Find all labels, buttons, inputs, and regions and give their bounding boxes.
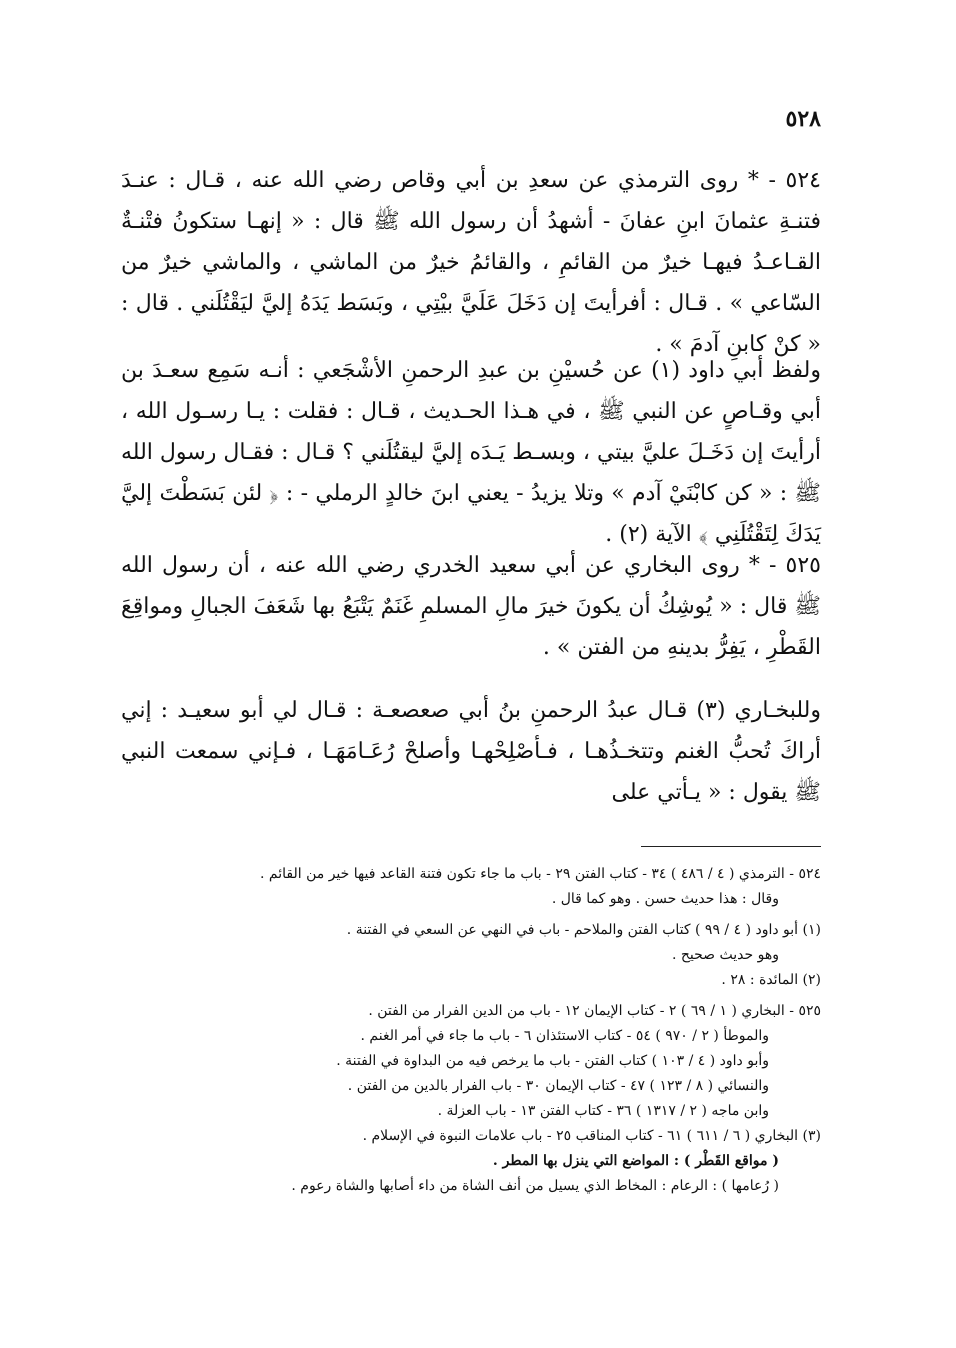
bukhari-paragraph: وللبخـاري (٣) قـال عبدُ الرحمنِ بنُ أبي صعصعـة : قـال لي أبو سعيـد : إني أراكَ تُحبُّ الغنم وتتخـذُهـا ، فـأصْلِحْهـا وأصلحْ رُعَـامَهَـا ، فـإني سمعت النبي ﷺ يقول : « يـأتي على [121, 698, 821, 805]
footnote-524-grade: وقال : هذا حديث حسن . وهو كما قال . [551, 891, 779, 907]
footnote-1: (١) أبو داود ( ٤ / ٩٩ ) كتاب الفتن والملاحم - باب في النهي عن السعي في الفتنة . [346, 922, 821, 938]
gloss-mawaqi-al-qatr: ( مواقع القَطْر ) : المواضع التي ينزل بها المطر . [492, 1153, 779, 1169]
hadith-524-paragraph: ٥٢٤ - * روى الترمذي عن سعدِ بن أبي وقاص رضي الله عنه ، قـال : عنـدَ فتنـةِ عثمانَ ابنِ عفانَ - أشهدُ أن رسول الله ﷺ قال : « إنهـا ستكونُ فتْنـةٌ القـاعـدُ فيهـا خيرٌ من القائمِ ، والقائمُ خيرٌ من الماشي ، والماشي خيرٌ من السّاعي » . قـال : أفرأيتَ إن دَخَلَ عَلَيَّ بيْتِي ، وبَسَط يَدَهُ إليَّ ليَقْتُلَني . قال : « كنْ كابنِ آدمَ » . [121, 168, 821, 357]
footnotes [121, 862, 821, 1199]
footnote-2: (٢) المائدة : ٢٨ . [721, 972, 821, 988]
footnote-1-grade: وهو حديث صحيح . [671, 947, 779, 963]
hadith-525-paragraph: ٥٢٥ - * روى البخاري عن أبي سعيد الخدري رضي الله عنه ، أن رسول الله ﷺ قال : « يُوشِكُ أن يكونَ خيرَ مالِ المسلمِ غَنَمٌ يَتْبَعُ بها شَعَفَ الجبالِ ومواقِعَ القَطْرِ ، يَفِرُّ بدينهِ من الفتن » . [121, 553, 821, 660]
footnote-525-nasai: والنسائي ( ٨ / ١٢٣ ) ٤٧ - كتاب الإيمان ٣٠ - باب الفرار بالدين من الفتن . [347, 1078, 769, 1094]
footnote-524-source: ٥٢٤ - الترمذي ( ٤ / ٤٨٦ ) ٣٤ - كتاب الفتن ٢٩ - باب ما جاء تكون فتنة القاعد فيها خير من القائم . [260, 866, 821, 882]
abu-dawud-paragraph: ولفظ أبي داود (١) عن حُسيْنِ بن عبدِ الرحمنِ الأشْجَعي : أنـه سَمِع سعـدَ بن أبي وقـاصٍ عن النبي ﷺ ، في هـذا الحـديث ، قـال : فقلت : يـا رسـول الله ، أرأيتَ إن دَخَـلَ عليَّ بيتي ، وبسـط يَـدَه إليَّ ليقتُلَني ؟ قـال : فقـال رسول الله ﷺ : « كن كابْنَيْ آدم » وتلا يزيدُ - يعني ابنَ خالدٍ الرملي - : ﴿ لئن بَسَطْتَ إليَّ يَدَكَ لِتَقْتُلَنِي ﴾ الآية (٢) . [121, 358, 821, 547]
footnote-3: (٣) البخاري ( ٦ / ٦١١ ) ٦١ - كتاب المناقب ٢٥ - باب علامات النبوة في الإسلام . [362, 1128, 821, 1144]
footnote-525-abu-dawud: وأبو داود ( ٤ / ١٠٣ ) كتاب الفتن - باب ما يرخص فيه من البداوة في الفتنة . [336, 1053, 769, 1069]
footnote-525-bukhari: ٥٢٥ - البخاري ( ١ / ٦٩ ) ٢ - كتاب الإيمان ١٢ - باب من الدين الفرار من الفتن . [368, 1003, 821, 1019]
footnote-divider [641, 846, 821, 847]
footnote-525-muwatta: والموطأ ( ٢ / ٩٧٠ ) ٥٤ - كتاب الاستئذان ٦ - باب ما جاء في أمر الغنم . [360, 1028, 769, 1044]
page-number: ٥٢٨ [785, 106, 821, 132]
footnote-525-ibn-majah: وابن ماجه ( ٢ / ١٣١٧ ) ٣٦ - كتاب الفتن ١٣ - باب العزلة . [437, 1103, 769, 1119]
gloss-ruamuha: ( رُعامها ) : الرعام : المخاط الذي يسيل من أنف الشاة من داء أصابها والشاة رعوم . [291, 1178, 779, 1194]
